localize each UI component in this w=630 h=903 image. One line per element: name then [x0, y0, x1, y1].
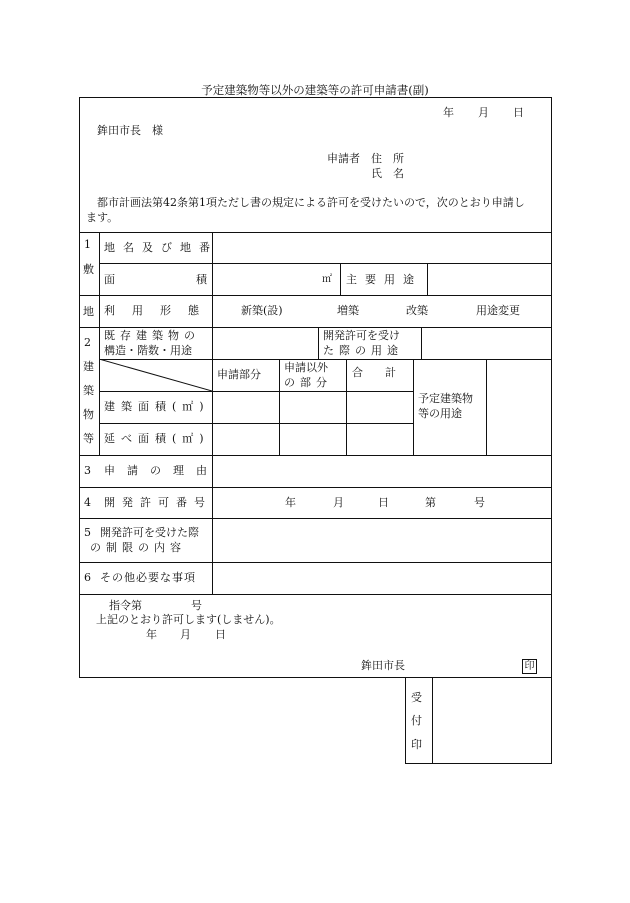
- section2-side-char: 等: [83, 432, 94, 445]
- total-floor-area-label: 延べ面積(㎡): [104, 432, 210, 445]
- col-divider: [318, 327, 319, 359]
- col-other: の部分: [284, 376, 332, 389]
- row-divider: [79, 562, 552, 563]
- planned-use-label: 等の用途: [418, 407, 462, 420]
- col-divider: [99, 232, 100, 455]
- usage-option-change: 用途変更: [476, 304, 520, 317]
- other-matters-label: その他必要な事項: [100, 571, 196, 584]
- building-area-label: 建築面積(㎡): [104, 400, 210, 413]
- reception-char: 印: [411, 738, 422, 751]
- row-divider: [79, 327, 552, 328]
- name-label: 氏 名: [371, 167, 404, 180]
- existing-building-label: 既存建築物の: [104, 329, 200, 342]
- col-divider: [421, 327, 422, 359]
- mayor-label: 鉾田市長: [361, 659, 405, 672]
- col-other: 申請以外: [284, 361, 328, 374]
- section1-number: 1: [84, 238, 91, 251]
- reason-label: 申請の理由: [104, 464, 219, 477]
- section2-side-char: 築: [83, 384, 94, 397]
- area-label-left: 面: [104, 273, 115, 286]
- col-divider: [346, 359, 347, 455]
- diagonal-line: [99, 359, 212, 391]
- directive-number: 指令第: [109, 599, 142, 612]
- row-divider: [79, 232, 552, 233]
- approval-month: 月: [180, 628, 191, 641]
- section2-number: 2: [84, 336, 91, 349]
- permit-number-label: 開発許可番号: [104, 496, 212, 509]
- addressee: 鉾田市長 様: [97, 124, 163, 137]
- col-divider: [279, 359, 280, 455]
- date-day: 日: [513, 106, 524, 119]
- permit-year: 年: [285, 496, 296, 509]
- date-year: 年: [443, 106, 454, 119]
- section5-number: 5: [84, 526, 91, 539]
- area-label-right: 積: [196, 273, 207, 286]
- permit-day: 日: [378, 496, 389, 509]
- permit-no-suffix: 号: [474, 496, 485, 509]
- reception-char: 受: [411, 691, 422, 704]
- permit-month: 月: [333, 496, 344, 509]
- seal-stamp: 印: [522, 659, 537, 674]
- form-title: 予定建築物等以外の建築等の許可申請書(副): [201, 83, 429, 97]
- main-use-label: 主要用途: [346, 273, 422, 286]
- statement-line-2: ます。: [86, 211, 119, 224]
- col-apply: 申請部分: [217, 368, 261, 381]
- col-total: 合 計: [352, 366, 396, 379]
- usage-option-new: 新築(設): [241, 304, 283, 317]
- section2-side-char: 建: [83, 360, 94, 373]
- row-divider: [99, 391, 413, 392]
- reception-char: 付: [411, 714, 422, 727]
- applicant-label: 申請者: [327, 152, 360, 165]
- row-divider: [79, 487, 552, 488]
- section6-number: 6: [84, 571, 91, 584]
- existing-building-label: 構造・階数・用途: [104, 344, 192, 357]
- col-divider: [413, 359, 414, 455]
- approval-year: 年: [146, 628, 157, 641]
- section1-side-char: 敷: [83, 263, 94, 276]
- section2-side-char: 物: [83, 408, 94, 421]
- location-label: 地名及び地番: [104, 241, 218, 254]
- restriction-label: の制限の内容: [90, 541, 186, 554]
- restriction-label: 開発許可を受けた際: [100, 526, 199, 539]
- section3-number: 3: [84, 464, 91, 477]
- area-unit: ㎡: [322, 274, 332, 285]
- col-divider: [432, 678, 433, 764]
- statement-line-1: 都市計画法第42条第1項ただし書の規定による許可を受けたいので，次のとおり申請し: [97, 196, 525, 209]
- planned-use-label: 予定建築物: [418, 392, 473, 405]
- usage-label: 利用形態: [104, 304, 216, 317]
- row-divider: [99, 263, 552, 264]
- directive-suffix: 号: [191, 599, 202, 612]
- row-divider: [99, 423, 413, 424]
- row-divider: [79, 295, 552, 296]
- row-divider: [79, 594, 552, 595]
- col-divider: [427, 263, 428, 295]
- usage-option-renovation: 改築: [406, 304, 428, 317]
- address-label: 住 所: [371, 152, 404, 165]
- permit-no-prefix: 第: [425, 496, 436, 509]
- col-divider: [340, 263, 341, 295]
- date-month: 月: [478, 106, 489, 119]
- dev-use-label: 開発許可を受け: [323, 329, 400, 342]
- col-divider: [212, 232, 213, 594]
- row-divider: [79, 518, 552, 519]
- row-divider: [79, 455, 552, 456]
- approval-text: 上記のとおり許可します(しません)。: [96, 613, 281, 626]
- approval-day: 日: [215, 628, 226, 641]
- section1-side-char: 地: [83, 305, 94, 318]
- section4-number: 4: [84, 496, 91, 509]
- usage-option-extension: 増築: [337, 304, 359, 317]
- col-divider: [486, 359, 487, 455]
- dev-use-label: た際の用途: [323, 344, 403, 357]
- reception-box: [405, 678, 552, 764]
